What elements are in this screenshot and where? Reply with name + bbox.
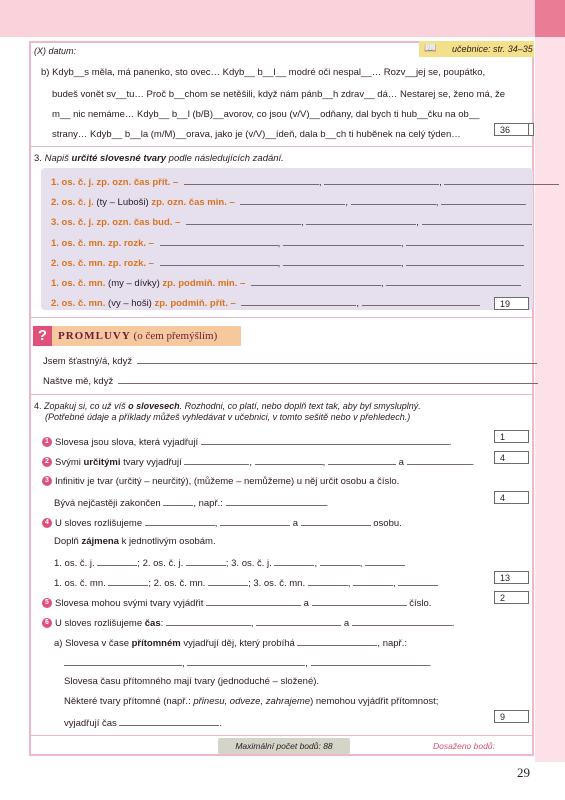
number-badge-5: 5: [42, 598, 52, 608]
book-icon: 📖: [424, 43, 437, 54]
answer-line[interactable]: [324, 175, 439, 185]
answer-line[interactable]: [351, 195, 436, 205]
textbook-ref-box: [419, 41, 534, 57]
item-text: tvary vyjadřují: [120, 457, 182, 468]
task-b-line-2: budeš vonět sv__tu… Proč b__chom se netěšili, když nám pánb__h zdrav__ dá… Nestarej se, ženo má, že: [52, 89, 506, 100]
side-margin: [535, 37, 565, 762]
answer-line[interactable]: [220, 516, 290, 526]
score-box-task3: 19: [494, 297, 529, 310]
task4-item-6-p3: [64, 696, 438, 707]
pronoun-label: 1. os. č. mn.: [54, 578, 106, 589]
score-box-item4: 13: [494, 571, 529, 584]
answer-line[interactable]: [441, 195, 526, 205]
promluvy-prompt: Naštve mě, když: [43, 376, 114, 387]
answer-line[interactable]: [251, 276, 381, 286]
task3-row-label: 1. os. č. mn.: [51, 278, 109, 289]
header-band: [0, 0, 535, 37]
item-text: Infinitiv je tvar (určitý – neurčitý), (můžeme – nemůžeme) u něj určit osobu a číslo.: [55, 476, 400, 487]
answer-line[interactable]: [137, 354, 537, 364]
promluvy-line-2: [43, 374, 538, 387]
task4-item-4: 4 U sloves rozlišujeme , a osobu.: [42, 516, 402, 529]
number-badge-3: 3: [42, 476, 52, 486]
score-box-item5: 2: [494, 591, 529, 604]
task3-row-label: 2. os. č. j.: [51, 197, 97, 208]
answer-line[interactable]: [444, 175, 559, 185]
item-text-bold: čas: [144, 618, 161, 629]
item-text-bold: přítomném: [131, 638, 181, 649]
task4-item-6-a: [54, 636, 407, 649]
score-box-item1: 1: [494, 430, 529, 443]
pronoun-label: ; 2. os. č. j.: [137, 558, 184, 569]
answer-line[interactable]: [306, 215, 416, 225]
item-text: vyjadřují čas: [64, 718, 117, 729]
answer-line[interactable]: [352, 616, 452, 626]
answer-line[interactable]: [145, 516, 215, 526]
answer-line[interactable]: [255, 455, 323, 465]
number-badge-6: 6: [42, 618, 52, 628]
task4-item-2: 2 Svými určitými tvary vyjadřují , , a .: [42, 455, 474, 468]
answer-line[interactable]: [283, 236, 401, 246]
score-box-task-b: 36: [494, 123, 529, 136]
question-mark-icon: ?: [33, 326, 52, 346]
achieved-points: Dosaženo bodů:: [433, 741, 495, 751]
task-b-line-1: b) Kdyb__s měla, má panenko, sto ovec… Kdyb__ b__l__ modré oči nespal__… Rozv__jej se, poupátko,: [41, 67, 486, 78]
task3-row-3: 3. os. č. j. zp. ozn. čas bud. – , ,: [51, 215, 532, 228]
item-text: U sloves rozlišujeme: [55, 618, 145, 629]
answer-line[interactable]: [108, 576, 148, 586]
answer-line[interactable]: [184, 455, 249, 465]
pronoun-label: ; 3. os. č. j.: [225, 558, 272, 569]
item-text: Slovesa jsou slova, která vyjadřují: [55, 437, 199, 448]
conj: a: [292, 518, 298, 529]
page-tab: [535, 0, 565, 37]
answer-line[interactable]: [186, 556, 226, 566]
task3-intro-bold: určité slovesné tvary: [71, 153, 167, 164]
task4-item-6: 6 U sloves rozlišujeme čas: , a .: [42, 616, 454, 629]
promluvy-title-rest: (o čem přemýšlím): [130, 330, 218, 342]
answer-line[interactable]: [187, 656, 305, 666]
conj: a: [343, 618, 350, 629]
number-badge-1: 1: [42, 437, 52, 447]
item-text: Svými: [55, 457, 84, 468]
item-text: ) nemohou vyjádřit přítomnost;: [310, 696, 439, 707]
task4-intro-a: Zopakuj si, co už víš: [44, 401, 129, 411]
task3-row-5: 2. os. č. mn. zp. rozk. – , ,: [51, 256, 524, 269]
task4-num: 4.: [34, 401, 42, 411]
answer-line[interactable]: [241, 296, 356, 306]
task3-intro: [34, 153, 284, 164]
promluvy-title: [58, 330, 217, 342]
answer-line[interactable]: [362, 296, 480, 306]
item-text: vyjadřují děj, který probíhá: [180, 638, 295, 649]
item-text: , např.:: [193, 498, 223, 509]
answer-line[interactable]: [365, 556, 405, 566]
answer-line[interactable]: [240, 195, 345, 205]
item-text: Doplň: [54, 536, 82, 547]
answer-line[interactable]: [297, 636, 377, 646]
answer-line[interactable]: [312, 596, 407, 606]
task4-intro-b: . Rozhodni, co platí, nebo doplň text tak, aby byl smysluplný.: [179, 401, 421, 411]
pronoun-label: ; 2. os. č. mn.: [148, 578, 206, 589]
pronoun-label: ; 3. os. č. mn.: [248, 578, 306, 589]
answer-line[interactable]: [118, 374, 538, 384]
answer-line[interactable]: [201, 435, 449, 445]
item-text: U sloves rozlišujeme: [55, 518, 143, 529]
task-b-line-4: strany… Kdyb__ b__la (m/M)__orava, jako je (v/V)__ídeň, dala b__ch ti hubĕnek na celý týden…: [52, 129, 461, 140]
answer-line[interactable]: [407, 455, 472, 465]
answer-line[interactable]: [160, 256, 278, 266]
datum-label: (X) datum:: [34, 46, 77, 56]
answer-line[interactable]: [406, 236, 524, 246]
item-text: Slovesa mohou svými tvary vyjádřit: [55, 598, 204, 609]
task3-row-label2: zp. podmiň. přít. –: [151, 298, 236, 309]
answer-line[interactable]: [301, 516, 371, 526]
task3-row-label: 1. os. č. mn. zp. rozk. –: [51, 238, 154, 249]
answer-line[interactable]: [160, 236, 278, 246]
answer-line[interactable]: [206, 596, 301, 606]
task3-row-label: 3. os. č. j. zp. ozn. čas bud. –: [51, 217, 181, 228]
score-box-item6: 9: [494, 710, 529, 723]
divider: [31, 146, 532, 147]
item-text: Bývá nejčastěji zakončen: [54, 498, 161, 509]
answer-line[interactable]: [64, 656, 182, 666]
answer-line[interactable]: [97, 556, 137, 566]
score-box-right: [529, 123, 534, 136]
answer-line[interactable]: [184, 175, 319, 185]
item-text: a) Slovesa v čase: [54, 638, 132, 649]
divider: [31, 394, 532, 395]
max-points: Maximální počet bodů: 88: [218, 738, 350, 754]
task3-num: 3.: [34, 153, 42, 164]
task3-row-7: 2. os. č. mn. (vy – hoši) zp. podmiň. přít. – ,: [51, 296, 480, 309]
task4-item-4-sub: [54, 536, 216, 547]
task3-row-label: 2. os. č. mn. zp. rozk. –: [51, 258, 154, 269]
task4-item-3-sub: Bývá nejčastěji zakončen , např.: .: [54, 498, 329, 509]
task3-intro-a: Napiš: [44, 153, 72, 164]
task4-item-3: [42, 476, 399, 487]
score-box-item2: 4: [494, 451, 529, 464]
answer-line[interactable]: [406, 256, 524, 266]
promluvy-title-bold: PROMLUVY: [58, 330, 131, 342]
pronoun-label: 1. os. č. j.: [54, 558, 95, 569]
divider: [31, 317, 532, 318]
divider: [31, 735, 532, 736]
task3-intro-b: podle následujících zadání.: [166, 153, 284, 164]
answer-line[interactable]: [386, 276, 521, 286]
task3-row-hint: (vy – hoši): [108, 298, 152, 309]
task3-row-4: 1. os. č. mn. zp. rozk. – , ,: [51, 236, 524, 249]
answer-line[interactable]: [119, 716, 219, 726]
task4-item-4-row1: 1. os. č. j. ; 2. os. č. j. ; 3. os. č. j. , ,: [54, 556, 405, 569]
answer-line[interactable]: [422, 215, 532, 225]
task3-row-label2: zp. podmiň. min. –: [159, 278, 246, 289]
task4-item-4-row2: 1. os. č. mn. ; 2. os. č. mn. ; 3. os. č. mn. , ,: [54, 576, 438, 589]
task3-row-label: 2. os. č. mn.: [51, 298, 109, 309]
score-box-item3: 4: [494, 491, 529, 504]
task4-intro-sub: (Potřebné údaje a příklady můžeš vyhledávat v učebnici, v tomto sešitě nebo v přehledech.): [45, 412, 411, 422]
promluvy-prompt: Jsem šťastný/á, když: [43, 356, 133, 367]
textbook-ref: učebnice: str. 34–35: [452, 44, 533, 54]
answer-line[interactable]: [328, 455, 396, 465]
task4-item-6-p2: Slovesa času přítomného mají tvary (jednoduché – složené).: [64, 676, 320, 687]
answer-line[interactable]: [308, 576, 348, 586]
answer-line[interactable]: [208, 576, 248, 586]
task3-row-6: 1. os. č. mn. (my – dívky) zp. podmiň. min. – ,: [51, 276, 521, 289]
answer-line[interactable]: [274, 556, 314, 566]
number-badge-4: 4: [42, 518, 52, 528]
promluvy-line-1: [43, 354, 537, 367]
answer-line[interactable]: [226, 496, 326, 506]
answer-line[interactable]: [320, 556, 360, 566]
answer-line[interactable]: [311, 656, 429, 666]
task3-row-hint: (ty – Luboši): [96, 197, 149, 208]
task4-item-5: [42, 596, 431, 609]
answer-line[interactable]: [398, 576, 438, 586]
task4-item-6-examples: , , .: [64, 656, 431, 669]
number-badge-2: 2: [42, 457, 52, 467]
page-number: 29: [517, 765, 530, 780]
task4-item-6-p4: vyjadřují čas .: [64, 718, 223, 729]
answer-line[interactable]: [283, 256, 401, 266]
task3-row-label2: zp. ozn. čas min. –: [148, 197, 235, 208]
answer-line[interactable]: [163, 496, 193, 506]
answer-line[interactable]: [166, 616, 251, 626]
item-text-italic: přinesu, odveze, zahrajeme: [193, 696, 311, 707]
conj: a: [398, 457, 404, 468]
item-text: osobu.: [373, 518, 402, 529]
task3-row-label: 1. os. č. j. zp. ozn. čas přít. –: [51, 177, 179, 188]
answer-line[interactable]: [353, 576, 393, 586]
item-text: k jednotlivým osobám.: [118, 536, 216, 547]
task-b-line-3: m__ nic nemáme… Kdyb__ b__l (b/B)__avorov, co jsou (v/V)__odňany, dal bych ti hub__čku na ob__: [52, 109, 480, 120]
task3-row-hint: (my – dívky): [108, 278, 160, 289]
task3-row-2: 2. os. č. j. (ty – Luboši) zp. ozn. čas min. – , ,: [51, 195, 526, 208]
task4-item-1: 1 Slovesa jsou slova, která vyjadřují .: [42, 435, 451, 448]
item-text-bold: určitými: [83, 457, 121, 468]
task4-intro-bold: o slovesech: [128, 401, 180, 411]
item-text: Některé tvary přítomné (např.:: [64, 696, 194, 707]
item-text: , např.:: [377, 638, 407, 649]
conj: a: [303, 598, 309, 609]
item-text: :: [160, 618, 164, 629]
item-text-bold: zájmena: [81, 536, 119, 547]
item-text: číslo.: [409, 598, 432, 609]
task3-row-1: 1. os. č. j. zp. ozn. čas přít. – , ,: [51, 175, 559, 188]
answer-line[interactable]: [256, 616, 341, 626]
task4-intro: [34, 401, 421, 411]
answer-line[interactable]: [186, 215, 301, 225]
